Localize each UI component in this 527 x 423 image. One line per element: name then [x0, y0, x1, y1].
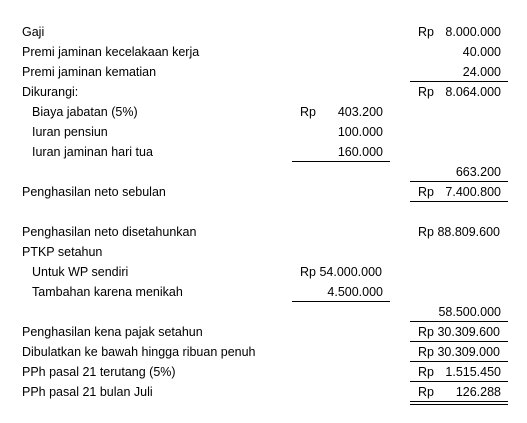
- row-total-pengurang: [0, 162, 527, 182]
- row-label: Biaya jabatan (5%): [32, 105, 138, 119]
- amount: 160.000: [337, 145, 383, 159]
- right-cell: [410, 82, 508, 102]
- subtotal-rule: [410, 321, 508, 322]
- amount: 8.000.000: [445, 25, 501, 39]
- subtotal-rule: [292, 301, 390, 302]
- currency: Rp: [418, 25, 434, 39]
- row-label: Tambahan karena menikah: [32, 285, 183, 299]
- mid-cell: [292, 102, 390, 122]
- currency: Rp: [418, 85, 434, 99]
- row-label: Dikurangi:: [22, 85, 79, 99]
- subtotal-rule: [410, 81, 508, 82]
- row-wp-sendiri: [0, 262, 527, 282]
- double-rule-top: [410, 401, 508, 402]
- mid-cell: [292, 262, 390, 282]
- currency: Rp: [418, 185, 434, 199]
- subtotal-rule: [410, 201, 508, 202]
- currency: Rp: [300, 105, 316, 119]
- row-label: Gaji: [22, 25, 45, 39]
- row-dikurangi: [0, 82, 527, 102]
- amount: Rp 54.000.000: [300, 265, 383, 279]
- row-tambahan-menikah: [0, 282, 527, 302]
- mid-cell: [292, 122, 390, 142]
- right-cell: [410, 42, 508, 62]
- right-cell: [410, 182, 508, 202]
- right-cell: [410, 302, 508, 322]
- right-cell: [410, 162, 508, 182]
- mid-cell: [292, 282, 390, 302]
- row-premi-kematian: [0, 62, 527, 82]
- amount: 24.000: [462, 65, 501, 79]
- subtotal-rule: [410, 361, 508, 362]
- row-label: Untuk WP sendiri: [32, 265, 129, 279]
- row-neto-disetahunkan: [0, 222, 527, 242]
- mid-cell: [292, 142, 390, 162]
- amount: 126.288: [455, 385, 501, 399]
- row-ptkp-setahun: [0, 242, 527, 262]
- row-label: Premi jaminan kecelakaan kerja: [22, 45, 200, 59]
- row-gaji: [0, 22, 527, 42]
- row-neto-sebulan: [0, 182, 527, 202]
- double-rule-bottom: [410, 404, 508, 405]
- row-label: Penghasilan neto sebulan: [22, 185, 166, 199]
- currency: Rp: [418, 365, 434, 379]
- currency: Rp: [418, 385, 434, 399]
- amount: 100.000: [337, 125, 383, 139]
- amount: Rp 30.309.000: [418, 345, 501, 359]
- amount: 403.200: [337, 105, 383, 119]
- row-label: PPh pasal 21 bulan Juli: [22, 385, 153, 399]
- row-label: Premi jaminan kematian: [22, 65, 157, 79]
- right-cell: [410, 342, 508, 362]
- row-premi-kecelakaan: [0, 42, 527, 62]
- right-cell: [410, 62, 508, 82]
- amount: Rp 30.309.600: [418, 325, 501, 339]
- subtotal-rule: [410, 381, 508, 382]
- row-label: Penghasilan neto disetahunkan: [22, 225, 197, 239]
- row-iuran-jht: [0, 142, 527, 162]
- row-pph-juli: [0, 382, 527, 402]
- row-label: PTKP setahun: [22, 245, 103, 259]
- row-biaya-jabatan: [0, 102, 527, 122]
- amount: 8.064.000: [445, 85, 501, 99]
- row-pkp-setahun: [0, 322, 527, 342]
- amount: 7.400.800: [445, 185, 501, 199]
- row-iuran-pensiun: [0, 122, 527, 142]
- row-label: Iuran pensiun: [32, 125, 108, 139]
- row-label: Dibulatkan ke bawah hingga ribuan penuh: [22, 345, 256, 359]
- right-cell: [410, 22, 508, 42]
- row-label: PPh pasal 21 terutang (5%): [22, 365, 176, 379]
- amount: Rp 88.809.600: [418, 225, 501, 239]
- subtotal-rule: [410, 181, 508, 182]
- row-total-ptkp: [0, 302, 527, 322]
- amount: 58.500.000: [438, 305, 501, 319]
- subtotal-rule: [292, 161, 390, 162]
- right-cell: [410, 382, 508, 402]
- right-cell: [410, 322, 508, 342]
- amount: 1.515.450: [445, 365, 501, 379]
- row-label: Penghasilan kena pajak setahun: [22, 325, 203, 339]
- right-cell: [410, 362, 508, 382]
- amount: 663.200: [455, 165, 501, 179]
- amount: 40.000: [462, 45, 501, 59]
- row-dibulatkan: [0, 342, 527, 362]
- right-cell: [410, 222, 508, 242]
- amount: 4.500.000: [327, 285, 383, 299]
- row-pph-terutang: [0, 362, 527, 382]
- subtotal-rule: [410, 341, 508, 342]
- row-label: Iuran jaminan hari tua: [32, 145, 153, 159]
